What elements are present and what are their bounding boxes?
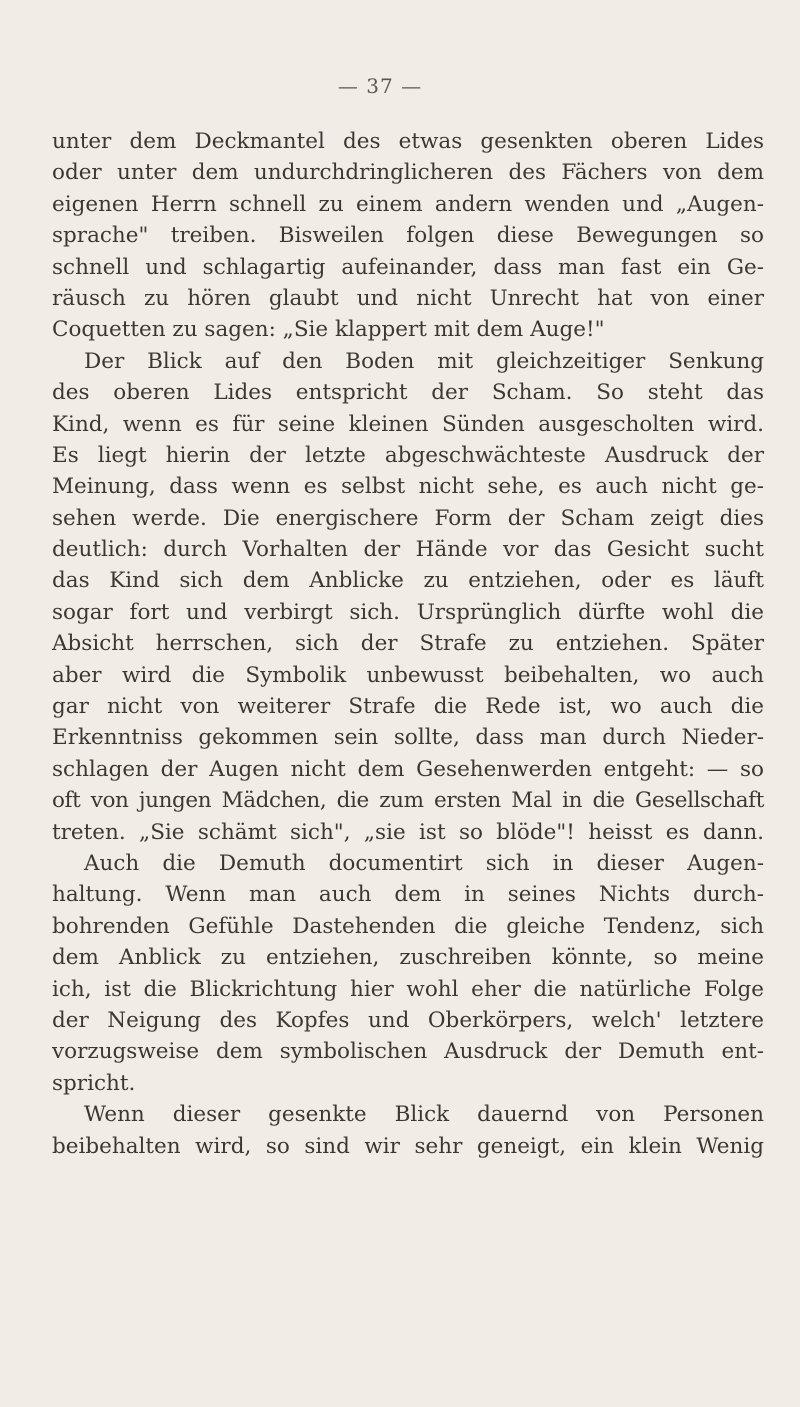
page-number: — 37 — (337, 74, 423, 98)
text-line: Erkenntniss gekommen sein sollte, dass man durch Nieder- (52, 725, 764, 751)
text-line: aber wird die Symbolik unbewusst beibehalten, wo auch (52, 662, 764, 688)
body-text (52, 126, 764, 1162)
paragraph-2 (52, 346, 764, 848)
text-line: unter dem Deckmantel des etwas gesenkten oberen Lides (52, 129, 764, 154)
text-line: spricht. (52, 1070, 136, 1096)
text-line: gar nicht von weiterer Strafe die Rede ist, wo auch die (52, 694, 764, 720)
paragraph-3 (52, 848, 764, 1099)
paragraph-1 (52, 126, 764, 346)
text-line: beibehalten wird, so sind wir sehr geneigt, ein klein Wenig (52, 1133, 764, 1159)
text-line: Kind, wenn es für seine kleinen Sünden ausgescholten wird. (52, 411, 764, 437)
text-line: oder unter dem undurchdringlicheren des Fächers von dem (52, 160, 764, 186)
text-line: dem Anblick zu entziehen, zuschreiben könnte, so meine (52, 945, 764, 971)
text-line: das Kind sich dem Anblicke zu entziehen, oder es läuft (52, 568, 764, 594)
text-line: sprache" treiben. Bisweilen folgen diese Bewegungen so (52, 223, 764, 249)
text-line: bohrenden Gefühle Dastehenden die gleiche Tendenz, sich (52, 913, 764, 939)
text-line: Meinung, dass wenn es selbst nicht sehe, es auch nicht ge- (52, 474, 764, 500)
text-line: Es liegt hierin der letzte abgeschwächteste Ausdruck der (52, 442, 764, 468)
text-line: treten. „Sie schämt sich", „sie ist so blöde"! heisst es dann. (52, 819, 764, 845)
text-line: schnell und schlagartig aufeinander, dass man fast ein Ge- (52, 254, 764, 280)
text-line: oft von jungen Mädchen, die zum ersten Mal in die Gesellschaft (52, 788, 764, 814)
text-line: Der Blick auf den Boden mit gleichzeitiger Senkung (84, 348, 764, 374)
text-line: sehen werde. Die energischere Form der Scham zeigt dies (52, 505, 764, 531)
text-line: Absicht herrschen, sich der Strafe zu entziehen. Später (52, 631, 764, 657)
text-line: haltung. Wenn man auch dem in seines Nichts durch- (52, 882, 764, 908)
text-line: Coquetten zu sagen: „Sie klappert mit dem Auge!" (52, 317, 605, 343)
paragraph-4 (52, 1099, 764, 1162)
text-line: schlagen der Augen nicht dem Gesehenwerden entgeht: — so (52, 756, 764, 782)
text-line: des oberen Lides entspricht der Scham. So steht das (52, 380, 764, 406)
text-line: ich, ist die Blickrichtung hier wohl eher die natürliche Folge (52, 976, 764, 1002)
text-line: der Neigung des Kopfes und Oberkörpers, welch' letztere (52, 1007, 764, 1033)
text-line: sogar fort und verbirgt sich. Ursprünglich dürfte wohl die (52, 599, 764, 625)
text-line: räusch zu hören glaubt und nicht Unrecht hat von einer (52, 285, 764, 311)
text-line: eigenen Herrn schnell zu einem andern wenden und „Augen- (52, 191, 764, 217)
text-line: Auch die Demuth documentirt sich in dieser Augen- (84, 850, 764, 876)
text-line: Wenn dieser gesenkte Blick dauernd von Personen (84, 1102, 764, 1128)
text-line: deutlich: durch Vorhalten der Hände vor das Gesicht sucht (52, 537, 764, 563)
text-line: vorzugsweise dem symbolischen Ausdruck der Demuth ent- (52, 1039, 764, 1065)
